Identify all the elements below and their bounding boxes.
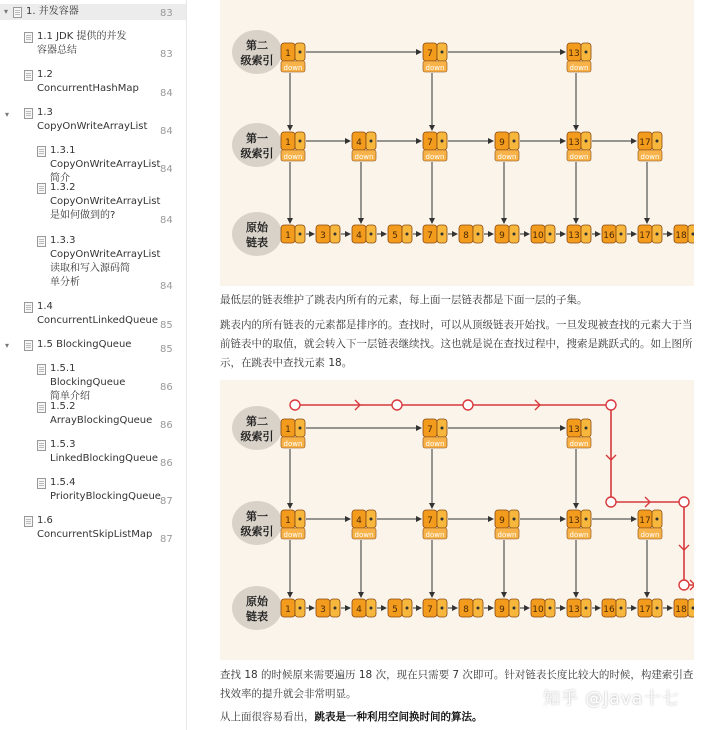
level-label-line1: 第二 xyxy=(246,415,268,428)
node-value: 18 xyxy=(675,231,687,241)
node-pointer-dot xyxy=(513,140,516,143)
level-label-bg xyxy=(232,212,282,256)
down-label: down xyxy=(283,153,303,161)
level-label-line2: 链表 xyxy=(246,236,268,249)
node-pointer-dot xyxy=(406,607,409,610)
node-value: 7 xyxy=(427,516,433,526)
node-value: 16 xyxy=(603,231,615,241)
document-page xyxy=(186,0,720,730)
node-pointer-dot xyxy=(620,607,623,610)
node-pointer-dot xyxy=(585,51,588,54)
paragraph-3: 查找 18 的时候原来需要遍历 18 次，现在只需要 7 次即可。针对链表长度比较大的时候，构建索引查找效率的提升就会非常明显。 xyxy=(220,669,694,700)
search-path xyxy=(295,405,694,585)
down-label: down xyxy=(569,440,589,448)
node-value: 9 xyxy=(499,138,505,148)
toc-page: 85 xyxy=(160,320,173,331)
node-value: 9 xyxy=(499,231,505,241)
toc-label: 1.3.1 CopyOnWriteArrayList 简介 xyxy=(50,145,161,184)
document-icon xyxy=(37,236,46,247)
toc-label: 1.5.3 LinkedBlockingQueue xyxy=(50,439,158,464)
down-label: down xyxy=(425,531,445,539)
node-value: 5 xyxy=(392,231,398,241)
node-value: 17 xyxy=(639,231,651,241)
toc-page: 84 xyxy=(160,281,173,292)
node-pointer-dot xyxy=(585,233,588,236)
down-label: down xyxy=(283,64,303,72)
node-value: 17 xyxy=(639,138,651,148)
toc-label: 1.3.2 CopyOnWriteArrayList 是如何做到的? xyxy=(50,182,161,221)
search-path-node xyxy=(290,400,300,410)
toc-label: 1.6 ConcurrentSkipListMap xyxy=(37,515,153,540)
document-icon xyxy=(24,70,33,81)
level-label-line1: 第一 xyxy=(246,510,268,523)
search-path-node xyxy=(606,400,616,410)
node-value: 5 xyxy=(392,605,398,615)
document-icon xyxy=(24,32,33,43)
node-value: 9 xyxy=(499,605,505,615)
document-icon xyxy=(24,516,33,527)
node-value: 7 xyxy=(427,138,433,148)
toc-page: 86 xyxy=(160,458,173,469)
level-label-line1: 第二 xyxy=(246,39,268,52)
toc-page: 86 xyxy=(160,382,173,393)
node-value: 13 xyxy=(568,138,580,148)
toc-page: 86 xyxy=(160,420,173,431)
node-pointer-dot xyxy=(299,233,302,236)
node-pointer-dot xyxy=(334,233,337,236)
document-icon xyxy=(24,340,33,351)
search-path-node xyxy=(679,580,689,590)
node-value: 13 xyxy=(568,49,580,59)
document-icon xyxy=(37,146,46,157)
node-value: 1 xyxy=(285,231,291,241)
toc-label: 1.5 BlockingQueue xyxy=(37,339,132,350)
node-pointer-dot xyxy=(441,233,444,236)
node-pointer-dot xyxy=(441,51,444,54)
paragraph-4-text: 从上面很容易看出， xyxy=(220,711,315,723)
node-value: 13 xyxy=(568,231,580,241)
node-pointer-dot xyxy=(370,140,373,143)
toc-label: 1. 并发容器 xyxy=(26,6,79,17)
node-pointer-dot xyxy=(299,51,302,54)
node-pointer-dot xyxy=(656,607,659,610)
node-value: 10 xyxy=(532,605,544,615)
toc-sidebar xyxy=(0,0,187,730)
node-value: 7 xyxy=(427,605,433,615)
level-label-bg xyxy=(232,30,282,74)
node-pointer-dot xyxy=(656,233,659,236)
document-icon xyxy=(24,302,33,313)
toc-label: 1.5.4 PriorityBlockingQueue xyxy=(50,477,161,502)
down-label: down xyxy=(640,153,660,161)
paragraph-4 xyxy=(220,708,700,727)
down-label: down xyxy=(425,440,445,448)
node-value: 4 xyxy=(356,516,362,526)
node-pointer-dot xyxy=(620,233,623,236)
paragraph-2: 跳表内的所有链表的元素都是排序的。查找时，可以从顶级链表开始找。一旦发现被查找的元素大于当前链表中的取值，就会转入下一层链表继续找。这也就是说在查找过程中，搜索是跳跃式的。如上图所示，在跳表中查找元素 18。 xyxy=(220,319,693,369)
level-label-line2: 级索引 xyxy=(240,147,274,160)
toc-page: 84 xyxy=(160,164,173,175)
down-label: down xyxy=(569,153,589,161)
node-value: 4 xyxy=(356,231,362,241)
level-label-bg xyxy=(232,123,282,167)
skiplist-search-figure xyxy=(220,380,694,660)
document-icon xyxy=(37,440,46,451)
node-pointer-dot xyxy=(549,607,552,610)
down-label: down xyxy=(425,64,445,72)
node-pointer-dot xyxy=(441,607,444,610)
down-label: down xyxy=(497,531,517,539)
node-pointer-dot xyxy=(299,427,302,430)
level-label-line2: 级索引 xyxy=(240,430,274,443)
down-label: down xyxy=(283,531,303,539)
node-pointer-dot xyxy=(477,607,480,610)
search-path-node xyxy=(463,400,473,410)
level-label-line1: 原始 xyxy=(246,595,268,608)
level-label-bg xyxy=(232,586,282,630)
down-label: down xyxy=(283,440,303,448)
toc-label: 1.3.3 CopyOnWriteArrayList 读取和写入源码简单分析 xyxy=(50,235,161,288)
level-label-bg xyxy=(232,501,282,545)
document-icon xyxy=(37,478,46,489)
toc-label: 1.5.2 ArrayBlockingQueue xyxy=(50,401,153,426)
document-icon xyxy=(24,108,33,119)
document-icon xyxy=(37,402,46,413)
node-value: 18 xyxy=(675,605,687,615)
toc-page: 84 xyxy=(160,215,173,226)
node-pointer-dot xyxy=(370,518,373,521)
node-pointer-dot xyxy=(656,140,659,143)
node-value: 16 xyxy=(603,605,615,615)
search-path-node xyxy=(679,497,689,507)
down-label: down xyxy=(354,531,374,539)
node-value: 17 xyxy=(639,605,651,615)
node-pointer-dot xyxy=(370,607,373,610)
toc-page: 84 xyxy=(160,88,173,99)
level-label-line2: 链表 xyxy=(246,610,268,623)
chevron-down-icon[interactable]: ▾ xyxy=(4,7,9,16)
node-value: 3 xyxy=(320,231,326,241)
down-label: down xyxy=(569,531,589,539)
node-pointer-dot xyxy=(299,518,302,521)
node-value: 10 xyxy=(532,231,544,241)
node-pointer-dot xyxy=(299,607,302,610)
level-label-line1: 原始 xyxy=(246,221,268,234)
node-pointer-dot xyxy=(549,233,552,236)
chevron-down-icon[interactable]: ▾ xyxy=(5,110,10,119)
toc-page: 87 xyxy=(160,496,173,507)
node-pointer-dot xyxy=(441,518,444,521)
node-value: 7 xyxy=(427,231,433,241)
paragraph-4-bold: 跳表是一种利用空间换时间的算法。 xyxy=(314,711,483,723)
node-value: 7 xyxy=(427,425,433,435)
search-path-node xyxy=(606,497,616,507)
node-value: 1 xyxy=(285,516,291,526)
down-label: down xyxy=(497,153,517,161)
level-label-line1: 第一 xyxy=(246,132,268,145)
search-path-node xyxy=(392,400,402,410)
toc-page: 83 xyxy=(160,8,173,19)
toc-label: 1.5.1 BlockingQueue 简单介绍 xyxy=(50,363,126,402)
node-pointer-dot xyxy=(585,607,588,610)
node-pointer-dot xyxy=(406,233,409,236)
node-pointer-dot xyxy=(513,233,516,236)
node-value: 4 xyxy=(356,605,362,615)
down-label: down xyxy=(640,531,660,539)
chevron-down-icon[interactable]: ▾ xyxy=(5,341,10,350)
node-value: 4 xyxy=(356,138,362,148)
level-label-bg xyxy=(232,406,282,450)
node-value: 1 xyxy=(285,425,291,435)
node-value: 8 xyxy=(463,231,469,241)
document-icon xyxy=(37,183,46,194)
node-pointer-dot xyxy=(370,233,373,236)
toc-label: 1.3 CopyOnWriteArrayList xyxy=(37,107,148,132)
down-label: down xyxy=(425,153,445,161)
down-label: down xyxy=(354,153,374,161)
node-value: 13 xyxy=(568,605,580,615)
toc-label: 1.2 ConcurrentHashMap xyxy=(37,69,139,94)
node-pointer-dot xyxy=(585,518,588,521)
node-pointer-dot xyxy=(585,140,588,143)
level-label-line2: 级索引 xyxy=(240,525,274,538)
node-pointer-dot xyxy=(441,427,444,430)
document-icon xyxy=(13,7,22,18)
down-label: down xyxy=(569,64,589,72)
node-pointer-dot xyxy=(585,427,588,430)
toc-page: 85 xyxy=(160,344,173,355)
node-value: 9 xyxy=(499,516,505,526)
node-value: 1 xyxy=(285,138,291,148)
document-icon xyxy=(37,364,46,375)
skiplist-figure xyxy=(220,0,694,286)
node-pointer-dot xyxy=(656,518,659,521)
skiplist-search-diagram xyxy=(220,380,694,660)
toc-label: 1.4 ConcurrentLinkedQueue xyxy=(37,301,158,326)
node-value: 7 xyxy=(427,49,433,59)
node-pointer-dot xyxy=(334,607,337,610)
node-pointer-dot xyxy=(299,140,302,143)
node-pointer-dot xyxy=(513,607,516,610)
level-label-line2: 级索引 xyxy=(240,54,274,67)
node-pointer-dot xyxy=(441,140,444,143)
node-value: 1 xyxy=(285,605,291,615)
paragraph-1: 最低层的链表维护了跳表内所有的元素，每上面一层链表都是下面一层的子集。 xyxy=(220,294,588,306)
node-value: 8 xyxy=(463,605,469,615)
node-value: 17 xyxy=(639,516,651,526)
node-pointer-dot xyxy=(513,518,516,521)
node-value: 3 xyxy=(320,605,326,615)
node-value: 13 xyxy=(568,516,580,526)
skiplist-diagram xyxy=(220,0,694,286)
toc-item-1[interactable] xyxy=(0,4,186,20)
watermark: 知乎 @Java十七 xyxy=(543,689,680,709)
node-pointer-dot xyxy=(477,233,480,236)
toc-page: 84 xyxy=(160,126,173,137)
node-value: 13 xyxy=(568,425,580,435)
toc-page: 87 xyxy=(160,534,173,545)
toc-label: 1.1 JDK 提供的并发容器总结 xyxy=(37,31,127,56)
node-value: 1 xyxy=(285,49,291,59)
toc-page: 83 xyxy=(160,49,173,60)
